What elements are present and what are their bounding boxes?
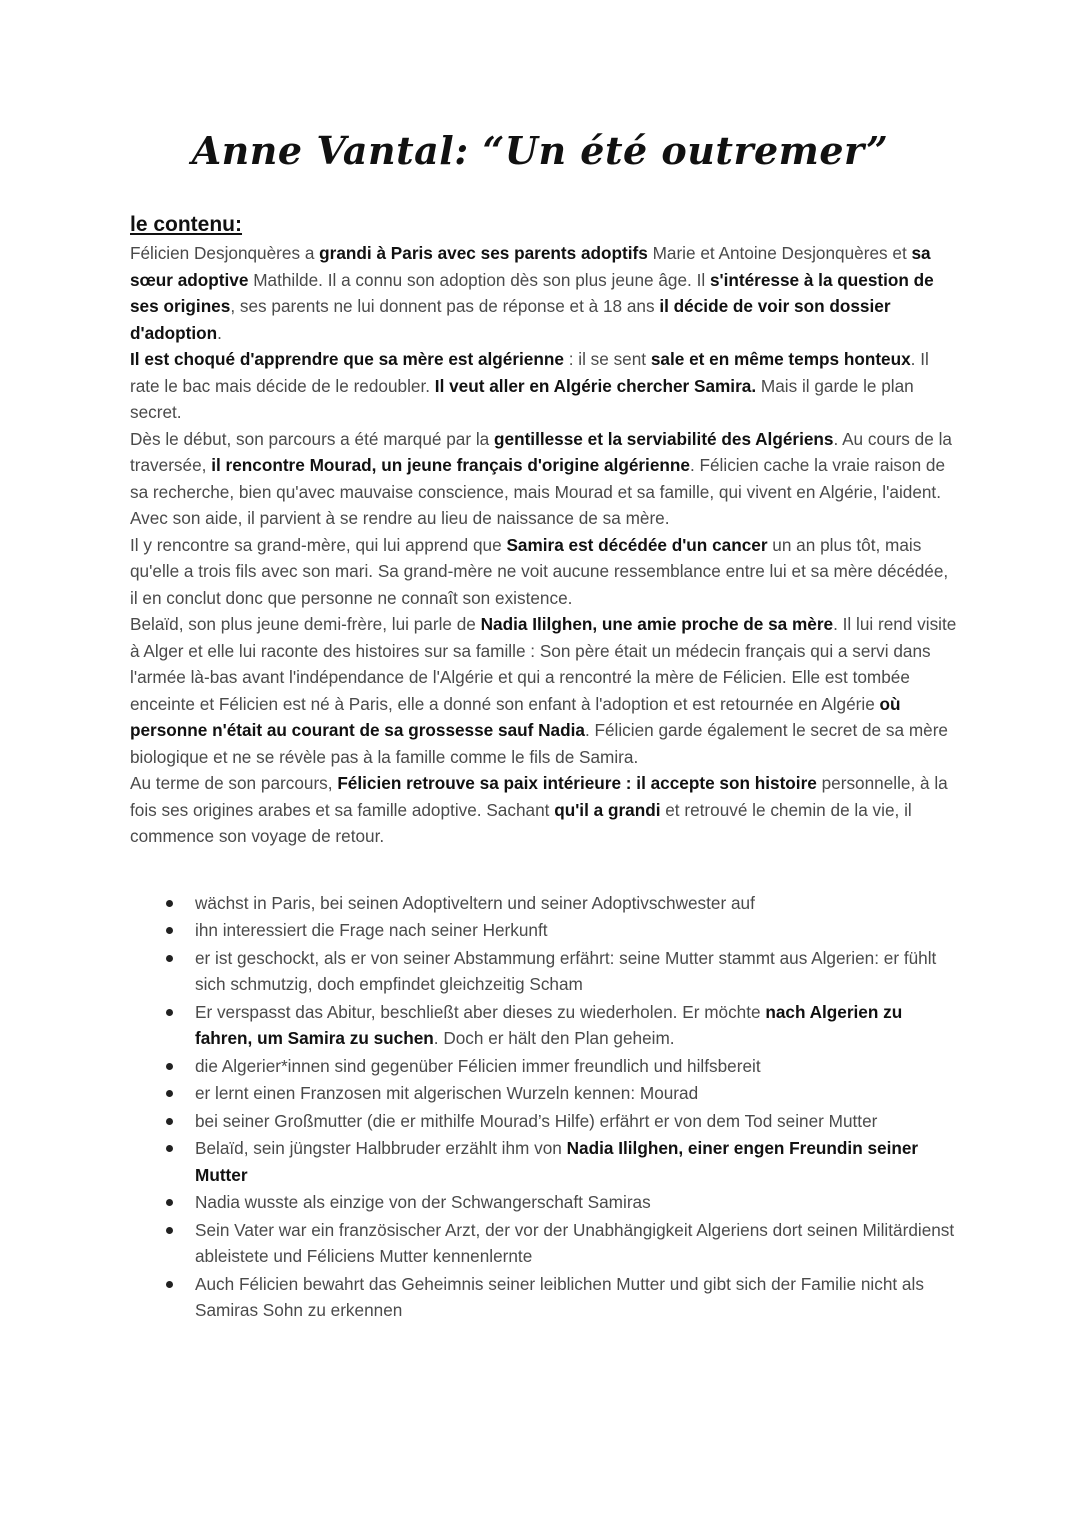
list-item-text — [195, 1192, 651, 1212]
list-item-text — [195, 1138, 918, 1185]
text-run: Nadia wusste als einzige von der Schwangerschaft Samiras — [195, 1192, 651, 1212]
list-item-text — [195, 920, 548, 940]
text-run: . Félicien garde également le secret de sa mère biologique et ne se révèle pas à la famille comme le fils de Samira. — [130, 720, 948, 767]
list-item-text — [195, 1083, 698, 1103]
bullet-icon — [166, 1199, 173, 1206]
paragraph — [130, 426, 960, 532]
bullet-icon — [166, 900, 173, 907]
text-run: er ist geschockt, als er von seiner Abstammung erfährt: seine Mutter stammt aus Algerien: er fühlt sich schmutzig, doch empfindet gleichzeitig Scham — [195, 947, 937, 994]
text-run: bei seiner Großmutter (die er mithilfe Mourad’s Hilfe) erfährt er von dem Tod seiner Mutter — [195, 1110, 878, 1131]
list-item — [130, 999, 960, 1052]
text-run: wächst in Paris, bei seinen Adoptiveltern und seiner Adoptivschwester auf — [195, 892, 755, 913]
paragraph — [130, 532, 960, 612]
paragraph — [130, 346, 960, 426]
text-run: Marie et Antoine Desjonquères et — [647, 243, 912, 263]
highlighted-text: sa sœur adoptive — [130, 243, 931, 290]
text-run: . Au cours de la traversée, — [130, 428, 952, 475]
text-run: Auch Félicien bewahrt das Geheimnis seiner leiblichen Mutter und gibt sich der Familie nicht als Samiras Sohn zu erkennen — [195, 1273, 924, 1320]
list-item — [130, 1108, 960, 1135]
highlighted-text: il rencontre Mourad, un jeune français d'origine algérienne — [211, 455, 690, 475]
highlighted-text: Il est choqué d'apprendre que sa mère est algérienne — [130, 349, 564, 369]
text-run: et retrouvé le chemin de la vie, il commence son voyage de retour. — [130, 799, 912, 846]
highlighted-text: grandi à Paris avec ses parents adoptifs — [319, 243, 648, 263]
text-run: . — [217, 322, 222, 343]
paragraph — [130, 611, 960, 770]
section-heading: le contenu: — [130, 213, 243, 236]
paragraph — [130, 240, 960, 346]
text-run: Mais il garde le plan secret. — [130, 375, 914, 422]
highlighted-text: Nadia Ililghen, une amie proche de sa mère — [480, 614, 834, 634]
bullet-icon — [166, 1009, 173, 1016]
page-title: Anne Vantal: “Un été outremer” — [191, 128, 889, 173]
list-item-text — [195, 1220, 954, 1267]
highlighted-text: il décide de voir son dossier d'adoption — [130, 296, 891, 343]
list-item — [130, 917, 960, 944]
text-run: Au terme de son parcours, — [130, 773, 338, 793]
text-run: Il y rencontre sa grand-mère, qui lui apprend que — [130, 534, 507, 555]
text-run: . Il rate le bac mais décide de le redoubler. — [130, 349, 929, 396]
list-item-text — [195, 1056, 761, 1076]
highlighted-text: qu'il a grandi — [554, 799, 661, 820]
list-item — [130, 1135, 960, 1188]
text-run: er lernt einen Franzosen mit algerischen Wurzeln kennen: Mourad — [195, 1083, 699, 1103]
highlighted-text: Il veut aller en Algérie chercher Samira. — [434, 375, 757, 396]
highlighted-text: gentillesse et la serviabilité des Algériens — [494, 428, 834, 449]
text-run: un an plus tôt, mais qu'elle a trois fils avec son mari. Sa grand-mère ne voit aucune ressemblance entre lui et sa mère décédée, il en conclut donc que personne ne connaît son existence. — [130, 534, 949, 608]
german-bullet-list — [130, 890, 960, 1324]
list-item — [130, 1080, 960, 1107]
text-run: Mathilde. Il a connu son adoption dès son plus jeune âge. Il — [248, 269, 710, 290]
text-run: Dès le début, son parcours a été marqué par la — [130, 428, 495, 449]
french-summary — [130, 240, 960, 850]
text-run: die Algerier*innen sind gegenüber Félicien immer freundlich und hilfsbereit — [195, 1055, 761, 1076]
text-run: : il se sent — [563, 349, 651, 369]
highlighted-text: Nadia Ililghen, einer engen Freundin seiner Mutter — [195, 1138, 919, 1185]
highlighted-text: Félicien retrouve sa paix intérieure : il accepte son histoire — [337, 773, 817, 793]
text-run: ihn interessiert die Frage nach seiner Herkunft — [195, 920, 548, 940]
list-item-text — [195, 1274, 924, 1321]
list-item — [130, 1271, 960, 1324]
list-item — [130, 1189, 960, 1216]
highlighted-text: nach Algerien zu fahren, um Samira zu suchen — [195, 1001, 903, 1048]
list-item — [130, 890, 960, 917]
bullet-icon — [166, 955, 173, 962]
text-run: Er verspasst das Abitur, beschließt aber dieses zu wiederholen. Er möchte — [195, 1001, 766, 1022]
text-run: . Félicien cache la vraie raison de sa recherche, bien qu'avec mauvaise conscience, mais Mourad et sa famille, qui vivent en Algérie, l'aident. Avec son aide, il parvient à se rendre au lieu de naissance de sa mère. — [130, 455, 946, 528]
text-run: Félicien Desjonquères a — [130, 243, 320, 263]
list-item — [130, 1217, 960, 1270]
text-run: . Doch er hält den Plan geheim. — [433, 1028, 675, 1048]
bullet-icon — [166, 927, 173, 934]
text-run: , ses parents ne lui donnent pas de réponse et à 18 ans — [230, 296, 660, 316]
list-item-text — [195, 948, 936, 995]
text-run: personnelle, à la fois ses origines arabes et sa famille adoptive. Sachant — [130, 773, 948, 820]
highlighted-text: s'intéresse à la question de ses origines — [130, 269, 934, 316]
paragraph — [130, 770, 960, 850]
text-run: Sein Vater war ein französischer Arzt, der vor der Unabhängigkeit Algeriens dort seinen Militärdienst ableistete und Féliciens Mutter kennenlernte — [195, 1219, 955, 1266]
list-item — [130, 945, 960, 998]
text-run: . Il lui rend visite à Alger et elle lui raconte des histoires sur sa famille : Son père était un médecin français qui a servi dans l'armée là-bas avant l'indépendance de l'Algérie et qui a rencontré la mère de Félicien. Elle est tombée enceinte et Félicien est né à Paris, elle a donné son enfant à l'adoption et est retournée en Algérie — [130, 614, 957, 714]
highlighted-text: sale et en même temps honteux — [650, 349, 911, 369]
text-run: Belaïd, sein jüngster Halbbruder erzählt ihm von — [195, 1138, 567, 1158]
list-item — [130, 1053, 960, 1080]
bullet-icon — [166, 1281, 173, 1288]
bullet-icon — [166, 1063, 173, 1070]
highlighted-text: où personne n'était au courant de sa grossesse sauf Nadia — [130, 693, 901, 740]
bullet-icon — [166, 1145, 173, 1152]
list-item-text — [195, 1002, 902, 1049]
highlighted-text: Samira est décédée d'un cancer — [506, 534, 768, 555]
document-content — [130, 210, 960, 1325]
bullet-icon — [166, 1090, 173, 1097]
text-run: Belaïd, son plus jeune demi-frère, lui parle de — [130, 614, 481, 634]
list-item-text — [195, 1111, 877, 1131]
bullet-icon — [166, 1227, 173, 1234]
bullet-icon — [166, 1118, 173, 1125]
list-item-text — [195, 893, 755, 913]
